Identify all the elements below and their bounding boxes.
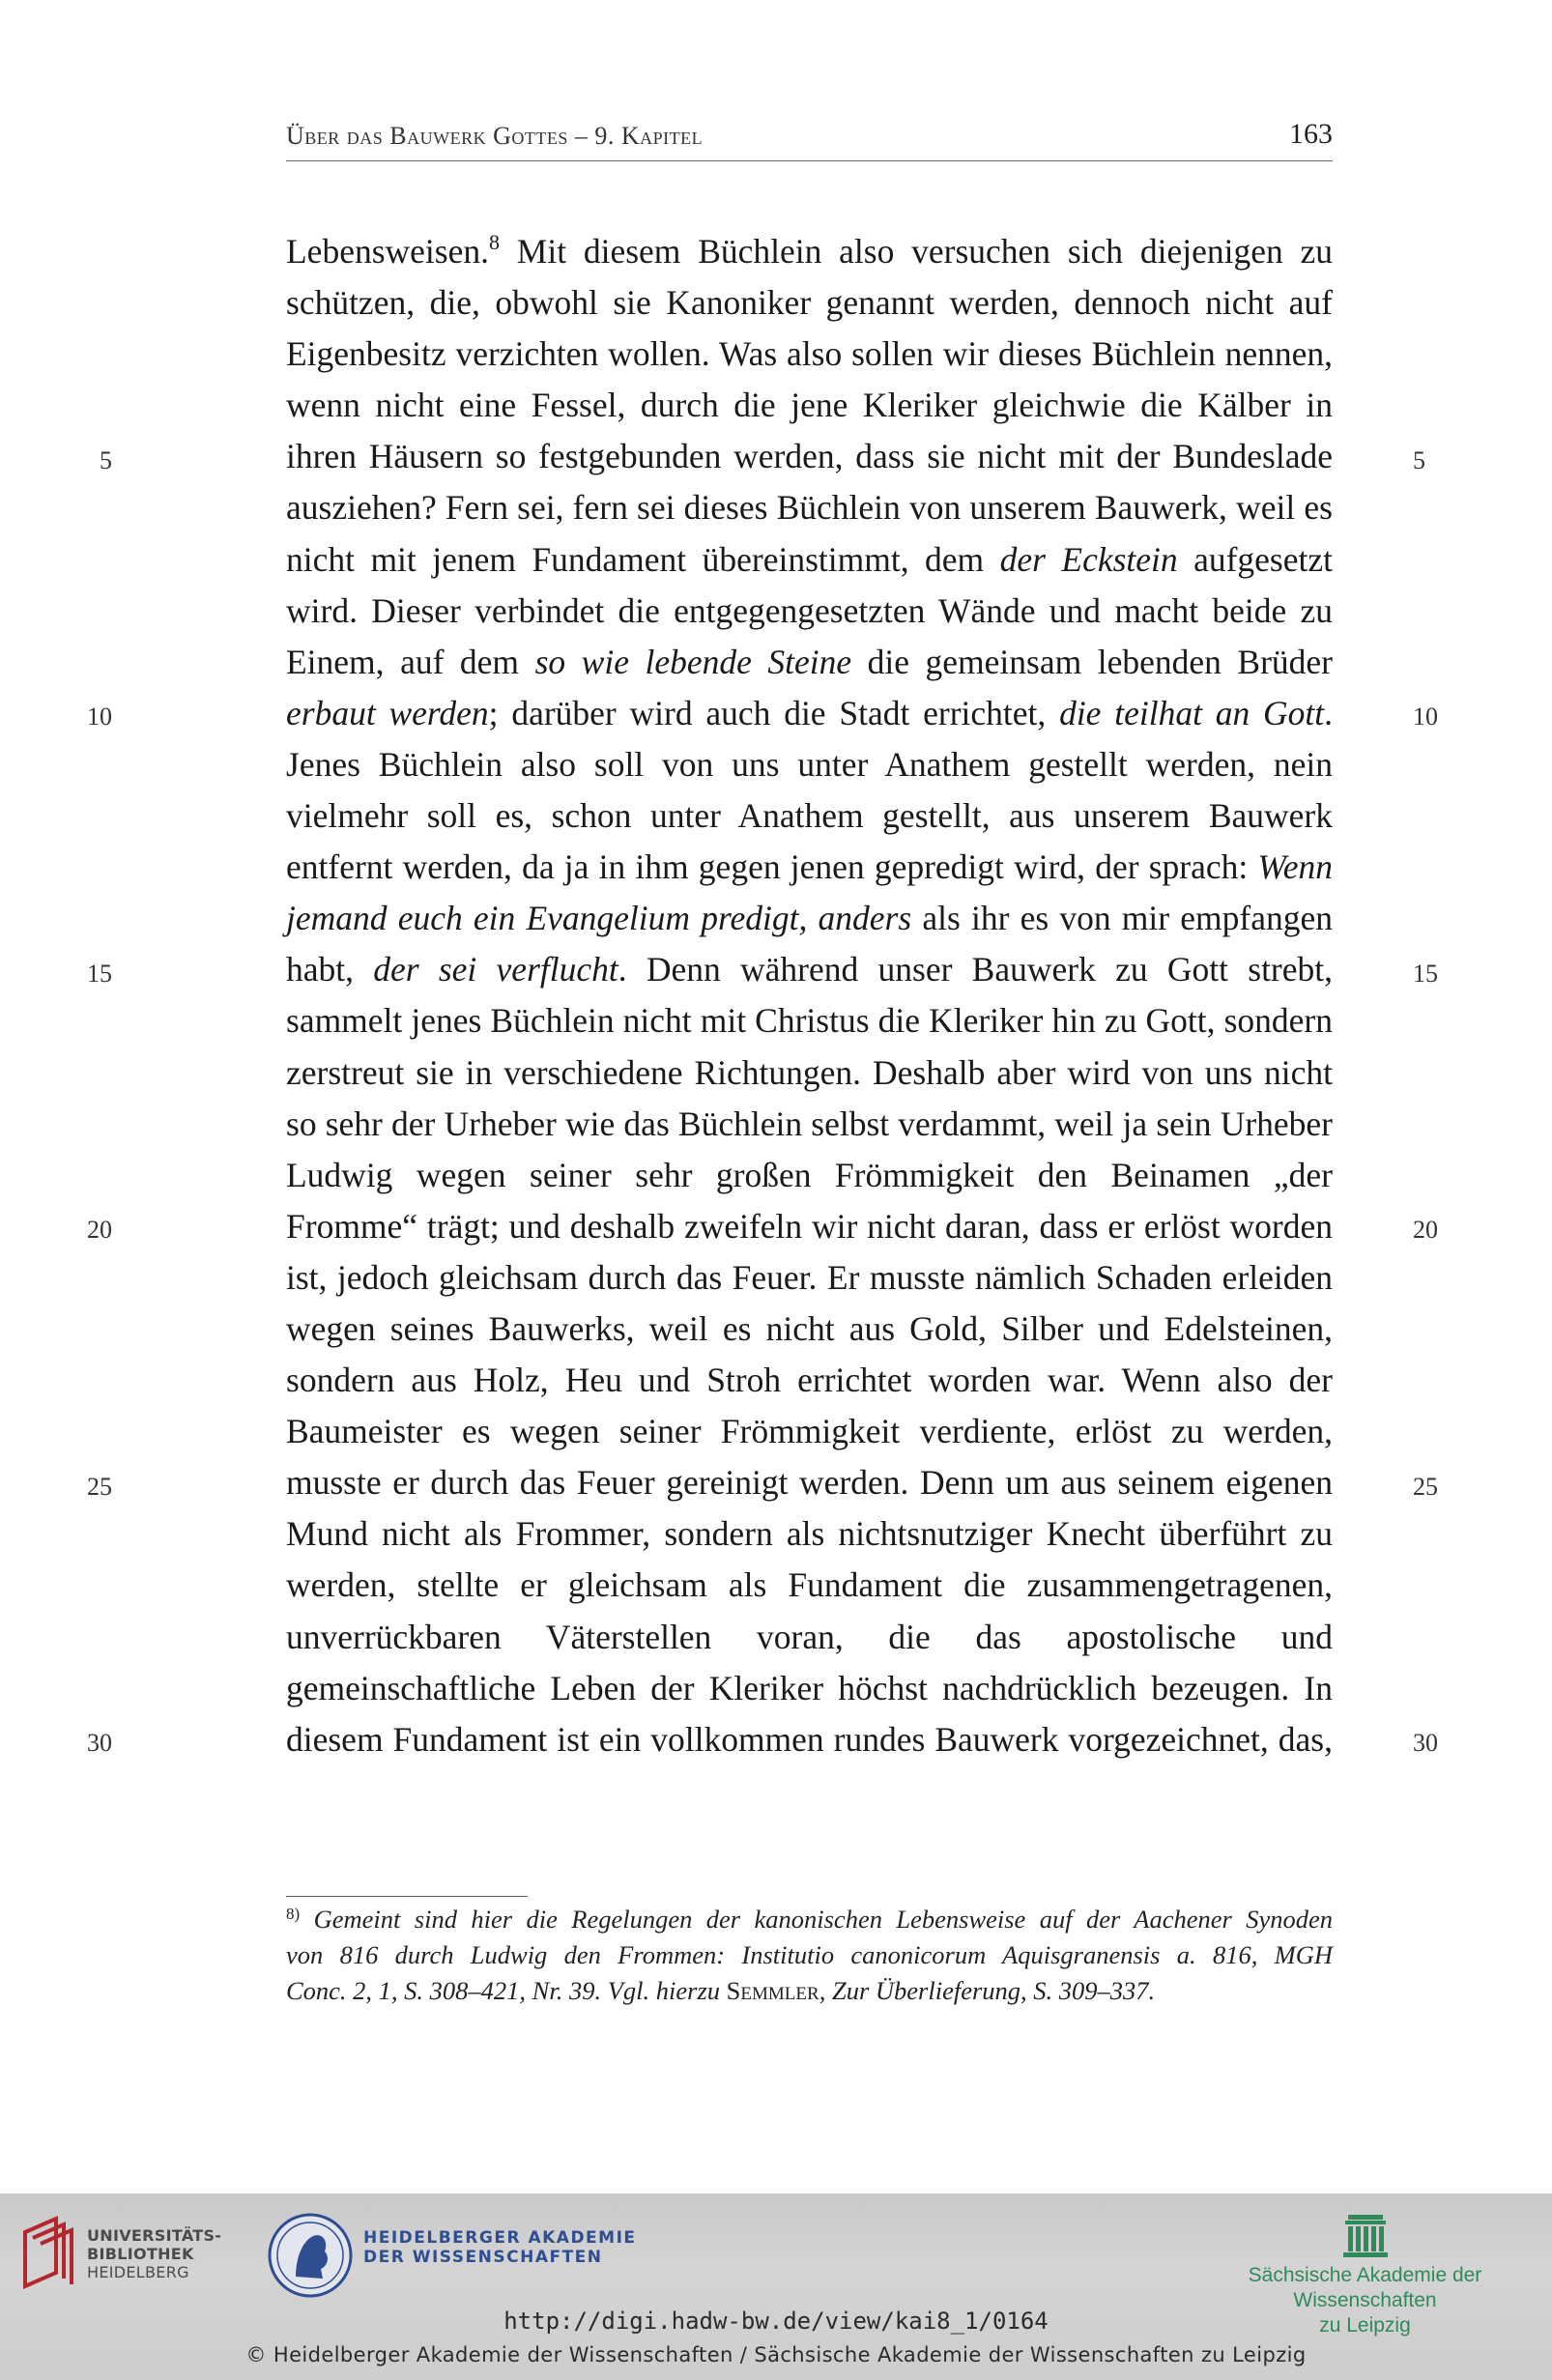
line-number-left: 5 bbox=[100, 446, 112, 474]
text-line bbox=[286, 637, 1333, 688]
text-line bbox=[286, 277, 1333, 329]
line-number-left: 30 bbox=[87, 1729, 112, 1757]
line-number-left: 25 bbox=[87, 1473, 112, 1501]
footnote-mark: 8) bbox=[286, 1905, 301, 1923]
text-segment: werden, stellte er gleichsam als Fundament die zusammengetragenen, bbox=[286, 1565, 1333, 1605]
text-segment: ihren Häusern so festgebunden werden, dass sie nicht mit der Bundeslade bbox=[286, 437, 1333, 476]
line-number-left: 15 bbox=[87, 960, 112, 988]
text-line bbox=[286, 688, 1333, 739]
text-line bbox=[286, 1047, 1333, 1099]
text-line bbox=[286, 1406, 1333, 1457]
text-segment: Jenes Büchlein also soll von uns unter Anathem gestellt werden, nein bbox=[286, 744, 1333, 784]
text-segment: ist, jedoch gleichsam durch das Feuer. Er musste nämlich Schaden erleiden bbox=[286, 1257, 1333, 1297]
body-text bbox=[286, 226, 1333, 1765]
running-header bbox=[286, 114, 1333, 161]
text-segment: Einem, auf dem bbox=[286, 642, 535, 681]
ub-heidelberg-logo[interactable] bbox=[17, 2213, 222, 2309]
text-line bbox=[286, 842, 1333, 893]
footnote-line bbox=[286, 1902, 1333, 1937]
text-line bbox=[286, 1714, 1333, 1765]
italic-quote: so wie lebende Steine bbox=[534, 642, 852, 681]
text-segment: . bbox=[1324, 693, 1334, 732]
text-segment: Conc. 2, 1, S. 308–421, Nr. 39. Vgl. hierzu bbox=[286, 1976, 727, 2005]
text-segment: aufgesetzt bbox=[1177, 539, 1333, 579]
line-number-left: 20 bbox=[87, 1216, 112, 1244]
footnote-line bbox=[286, 1937, 1333, 1973]
text-segment: Gemeint sind hier die Regelungen der kanonischen Lebensweise auf der Aachener Synoden bbox=[313, 1905, 1333, 1934]
text-segment: gemeinschaftliche Leben der Kleriker höchst nachdrücklich bezeugen. In bbox=[286, 1668, 1333, 1707]
text-segment: entfernt werden, da ja in ihm gegen jenen gepredigt wird, der sprach: bbox=[286, 847, 1258, 887]
text-segment: ausziehen? Fern sei, fern sei dieses Büchlein von unserem Bauwerk, weil es bbox=[286, 488, 1333, 528]
text-line bbox=[286, 1099, 1333, 1150]
italic-quote: die teilhat an Gott bbox=[1059, 693, 1325, 732]
text-line bbox=[286, 944, 1333, 995]
text-segment: diesem Fundament ist ein vollkommen rundes Bauwerk vorgezeichnet, das, bbox=[286, 1719, 1333, 1759]
saw-building-icon bbox=[1198, 2207, 1532, 2261]
text-segment: , Zur Überlieferung, S. 309–337. bbox=[819, 1976, 1156, 2005]
footnote-rule bbox=[286, 1896, 528, 1897]
text-line bbox=[286, 380, 1333, 431]
footer-band bbox=[0, 2194, 1552, 2380]
text-line bbox=[286, 1355, 1333, 1406]
line-number-right: 30 bbox=[1413, 1729, 1438, 1757]
text-segment: nicht mit jenem Fundament übereinstimmt, dem bbox=[286, 539, 1000, 579]
text-line bbox=[286, 1304, 1333, 1355]
author-name: Semmler bbox=[726, 1976, 819, 2005]
line-number-left: 10 bbox=[87, 703, 112, 731]
italic-quote: erbaut werden bbox=[286, 693, 489, 732]
text-segment: wird. Dieser verbindet die entgegengesetzten Wände und macht beide zu bbox=[286, 590, 1333, 630]
footnote bbox=[286, 1902, 1333, 2009]
italic-quote: Wenn bbox=[1257, 847, 1333, 887]
text-segment: Mit diesem Büchlein also versuchen sich diejenigen zu bbox=[499, 232, 1333, 271]
text-line bbox=[286, 586, 1333, 637]
text-segment: . Denn während unser Bauwerk zu Gott strebt, bbox=[618, 950, 1333, 989]
text-segment: schützen, die, obwohl sie Kanoniker genannt werden, dennoch nicht auf bbox=[286, 283, 1333, 323]
text-segment: Baumeister es wegen seiner Frömmigkeit verdiente, erlöst zu werden, bbox=[286, 1412, 1333, 1451]
source-url-link[interactable]: http://digi.hadw-bw.de/view/kai8_1/0164 bbox=[503, 2308, 1049, 2335]
italic-quote: jemand euch ein Evangelium predigt, anders bbox=[286, 899, 912, 938]
footnote-reference: 8 bbox=[488, 230, 500, 254]
footnote-line bbox=[286, 1973, 1333, 2009]
line-number-right: 5 bbox=[1413, 446, 1425, 474]
text-segment: Eigenbesitz verzichten wollen. Was also sollen wir dieses Büchlein nennen, bbox=[286, 334, 1333, 374]
text-line bbox=[286, 739, 1333, 790]
text-line bbox=[286, 1201, 1333, 1252]
text-line bbox=[286, 1457, 1333, 1508]
text-line bbox=[286, 431, 1333, 482]
italic-quote: der Eckstein bbox=[999, 539, 1178, 579]
text-line bbox=[286, 1663, 1333, 1714]
text-line bbox=[286, 226, 1333, 277]
text-segment: sondern aus Holz, Heu und Stroh errichtet worden war. Wenn also der bbox=[286, 1361, 1333, 1400]
text-segment: wegen seines Bauwerks, weil es nicht aus Gold, Silber und Edelsteinen, bbox=[286, 1308, 1333, 1348]
text-segment: vielmehr soll es, schon unter Anathem gestellt, aus unserem Bauwerk bbox=[286, 796, 1333, 836]
running-title: Über das Bauwerk Gottes – 9. Kapitel bbox=[286, 122, 704, 150]
ub-logo-icon bbox=[17, 2213, 75, 2300]
line-number-right: 15 bbox=[1413, 960, 1438, 988]
hadw-logo-text: HEIDELBERGER AKADEMIE DER WISSENSCHAFTEN bbox=[363, 2228, 637, 2267]
copyright-notice: © Heidelberger Akademie der Wissenschaften / Sächsische Akademie der Wissenschaften zu Leipzig bbox=[245, 2343, 1307, 2366]
text-segment: ; darüber wird auch die Stadt errichtet, bbox=[488, 693, 1060, 732]
text-segment: als ihr es von mir empfangen bbox=[911, 899, 1333, 938]
line-number-right: 10 bbox=[1413, 703, 1438, 731]
text-segment: von 816 durch Ludwig den Frommen: Institutio canonicorum Aquisgranensis a. 816, MGH bbox=[286, 1940, 1333, 1969]
line-number-right: 20 bbox=[1413, 1216, 1438, 1244]
hadw-logo[interactable] bbox=[267, 2209, 653, 2306]
text-segment: wenn nicht eine Fessel, durch die jene Kleriker gleichwie die Kälber in bbox=[286, 386, 1333, 425]
text-segment: musste er durch das Feuer gereinigt werden. Denn um aus seinem eigenen bbox=[286, 1463, 1333, 1503]
page-number: 163 bbox=[1289, 118, 1333, 150]
text-segment: habt, bbox=[286, 950, 374, 989]
text-line bbox=[286, 534, 1333, 586]
text-segment: die gemeinsam lebenden Brüder bbox=[851, 642, 1333, 681]
text-line bbox=[286, 893, 1333, 944]
text-segment: Mund nicht als Frommer, sondern als nichtsnutziger Knecht überführt zu bbox=[286, 1514, 1333, 1554]
text-line bbox=[286, 1612, 1333, 1663]
text-segment: zerstreut sie in verschiedene Richtungen. Deshalb aber wird von uns nicht bbox=[286, 1052, 1333, 1092]
text-line bbox=[286, 1560, 1333, 1611]
text-segment: so sehr der Urheber wie das Büchlein selbst verdammt, weil ja sein Urheber bbox=[286, 1104, 1333, 1143]
text-line bbox=[286, 482, 1333, 533]
text-line bbox=[286, 329, 1333, 380]
saw-leipzig-logo[interactable] bbox=[1198, 2207, 1537, 2337]
ub-logo-text: UNIVERSITÄTS- BIBLIOTHEK HEIDELBERG bbox=[87, 2226, 222, 2281]
italic-quote: der sei verflucht bbox=[373, 950, 618, 989]
text-line bbox=[286, 1150, 1333, 1201]
hadw-seal-icon bbox=[267, 2209, 354, 2302]
text-segment: unverrückbaren Väterstellen voran, die das apostolische und bbox=[286, 1617, 1333, 1656]
text-line bbox=[286, 1252, 1333, 1304]
text-line bbox=[286, 1508, 1333, 1560]
saw-logo-text: Sächsische Akademie der Wissenschaften zu Leipzig bbox=[1248, 2264, 1482, 2337]
text-line bbox=[286, 995, 1333, 1047]
text-line bbox=[286, 790, 1333, 842]
line-number-right: 25 bbox=[1413, 1473, 1438, 1501]
text-segment: Fromme“ trägt; und deshalb zweifeln wir nicht daran, dass er erlöst worden bbox=[286, 1206, 1333, 1246]
text-segment: Ludwig wegen seiner sehr großen Frömmigkeit den Beinamen „der bbox=[286, 1155, 1333, 1194]
text-segment: Lebensweisen. bbox=[286, 232, 489, 271]
text-segment: sammelt jenes Büchlein nicht mit Christus die Kleriker hin zu Gott, sondern bbox=[286, 1001, 1333, 1041]
